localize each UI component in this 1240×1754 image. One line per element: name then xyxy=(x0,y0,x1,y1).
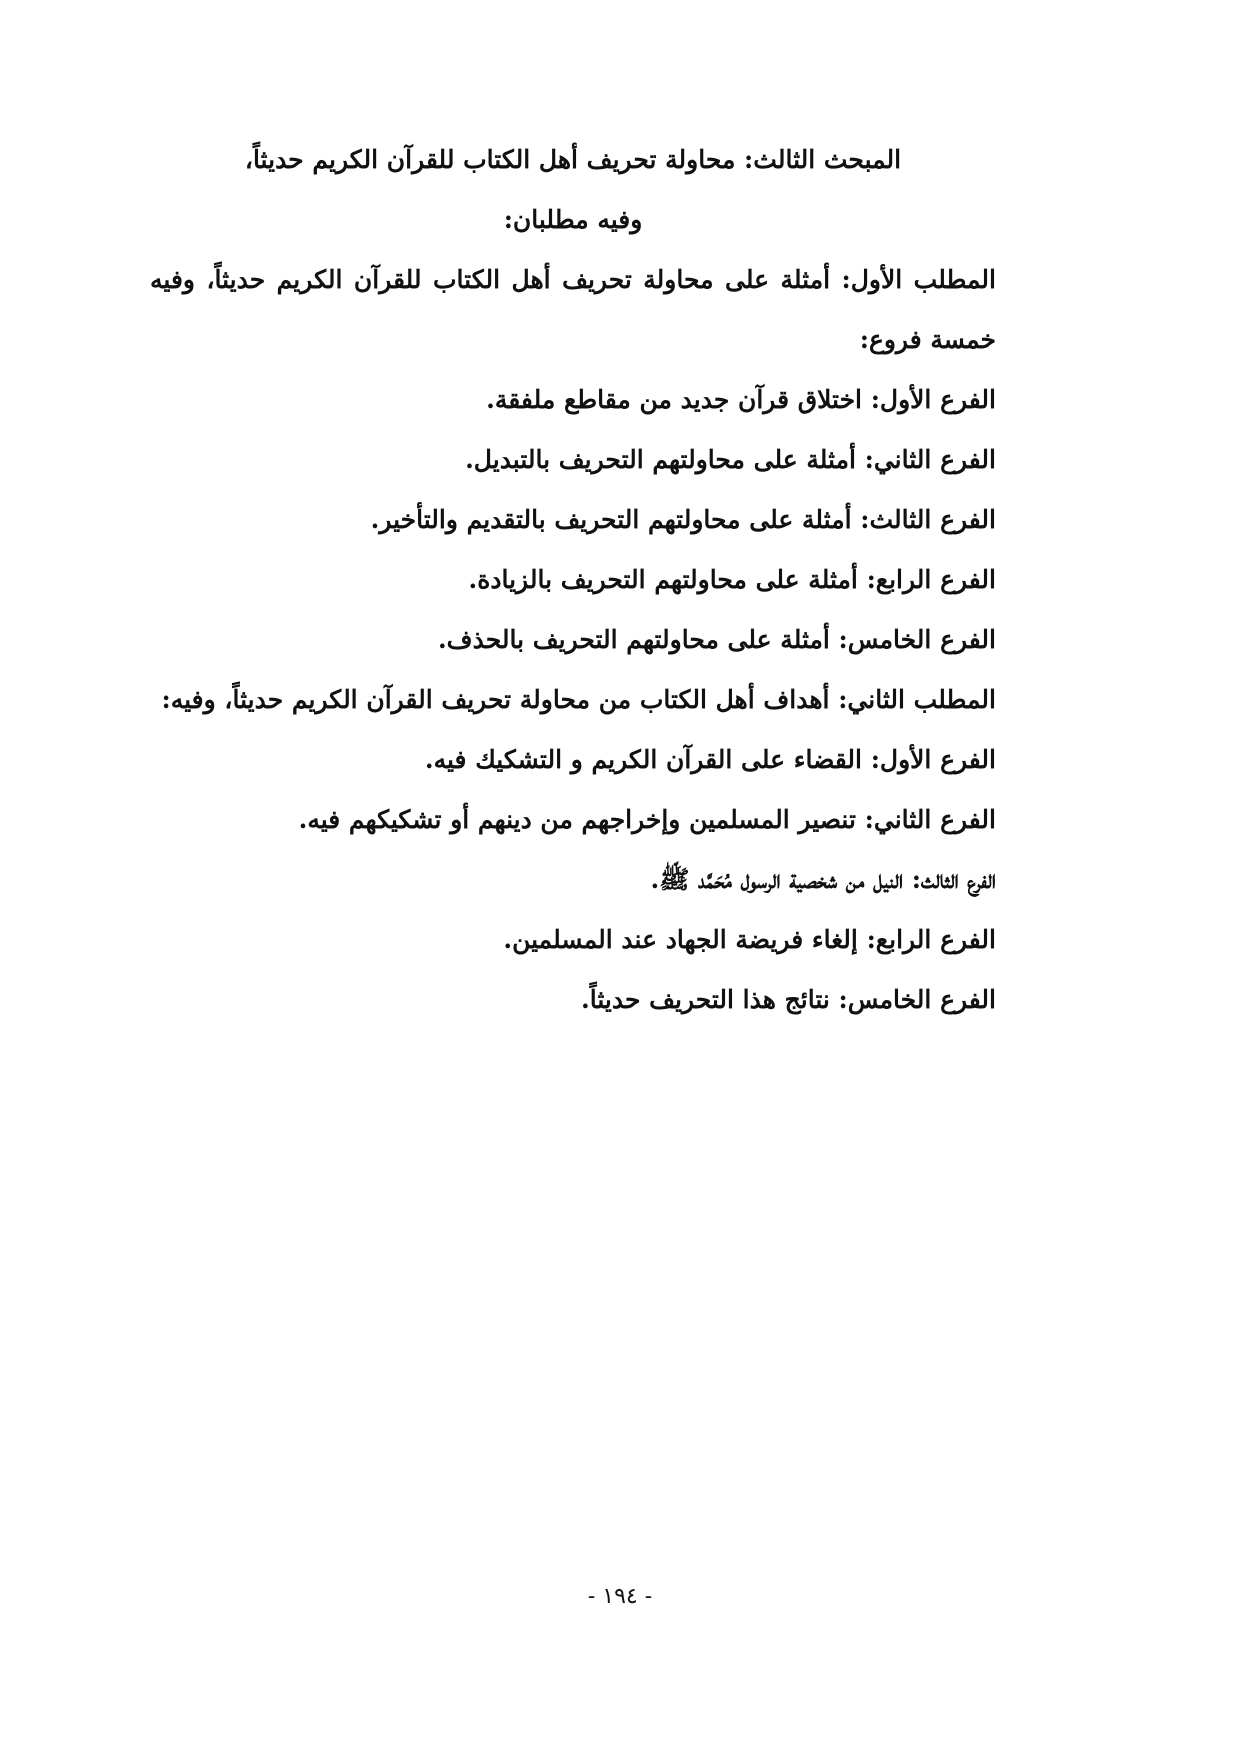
branch-item: الفرع الخامس: نتائج هذا التحريف حديثاً. xyxy=(581,985,996,1014)
page-number: - ١٩٤ - xyxy=(587,1584,653,1609)
branch-item: الفرع الأول: اختلاق قرآن جديد من مقاطع ملفقة. xyxy=(486,385,996,414)
subsection-title-1: المطلب الأول: أمثلة على محاولة تحريف أهل الكتاب للقرآن الكريم حديثاً، وفيه xyxy=(150,265,996,294)
document-body xyxy=(150,130,996,1030)
branch-item: الفرع الرابع: أمثلة على محاولتهم التحريف بالزيادة. xyxy=(468,565,996,594)
branch-item: الفرع الثالث: أمثلة على محاولتهم التحريف بالتقديم والتأخير. xyxy=(370,505,996,534)
branch-item: الفرع الثالث: النيل من شخصية الرسول مُحَمَّد ﷺ. xyxy=(650,865,996,894)
branch-item: الفرع الثاني: أمثلة على محاولتهم التحريف بالتبديل. xyxy=(465,445,996,474)
branch-item: الفرع الأول: القضاء على القرآن الكريم و التشكيك فيه. xyxy=(424,745,996,774)
section-subtitle: وفيه مطلبان: xyxy=(503,205,643,234)
subsection-title-1-continued: خمسة فروع: xyxy=(859,325,996,354)
branch-item: الفرع الثاني: تنصير المسلمين وإخراجهم من دينهم أو تشكيكهم فيه. xyxy=(298,805,996,834)
branch-item: الفرع الخامس: أمثلة على محاولتهم التحريف بالحذف. xyxy=(437,625,996,654)
section-title: المبحث الثالث: محاولة تحريف أهل الكتاب للقرآن الكريم حديثاً، xyxy=(244,145,902,174)
branch-item: الفرع الرابع: إلغاء فريضة الجهاد عند المسلمين. xyxy=(503,925,996,954)
subsection-title-2: المطلب الثاني: أهداف أهل الكتاب من محاولة تحريف القرآن الكريم حديثاً، وفيه: xyxy=(161,685,996,714)
